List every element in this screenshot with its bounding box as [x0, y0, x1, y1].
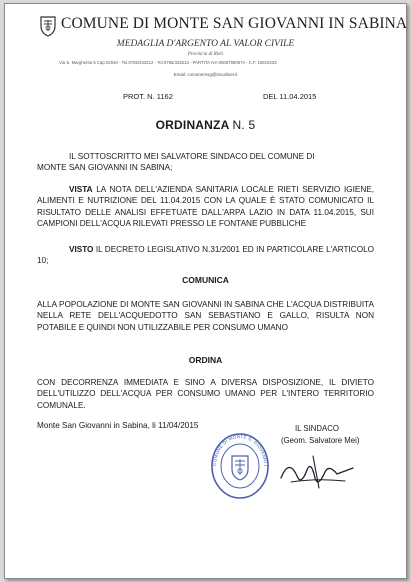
vista-keyword: VISTA: [69, 185, 93, 194]
ordinance-label: ORDINANZA: [155, 118, 229, 132]
protocol-number: PROT. N. 1162: [123, 92, 173, 101]
email-line: Email: comunemsg@tiscalinet.it: [173, 72, 238, 77]
municipal-crest-icon: [39, 15, 57, 37]
handwritten-signature: [267, 448, 359, 494]
vista-text: LA NOTA DELL'AZIENDA SANITARIA LOCALE RIETI SERVIZIO IGIENE, ALIMENTI E NUTRIZIONE DEL 11.04.2015 CON LA QUALE È STATO COMUNICATO IL RISULTATO DELLE ANALISI EFFETUATE DALL'ARPA LAZIO IN DATA 11.04.2015, SUI CAMPIONI DELL'ACQUA RILEVATI PRESSO LE FONTANE PUBBLICHE: [37, 185, 375, 228]
medal-subtitle: MEDAGLIA D'ARGENTO AL VALOR CIVILE: [116, 39, 295, 49]
signer-name: (Geom. Salvatore Mei): [281, 436, 360, 445]
visto-keyword: VISTO: [69, 245, 94, 254]
intro-line-2: MONTE SAN GIOVANNI IN SABINA;: [37, 163, 173, 172]
ordina-heading: ORDINA: [188, 355, 223, 365]
place-date: Monte San Giovanni in Sabina, li 11/04/2015: [37, 421, 199, 430]
address-line: Via S. Margherita 5 Cap.02040 - Tel.0765/333212 - Tel.0765/333213 - PARTITA IVA 00087990574 - C.F. 15810233: [59, 60, 277, 65]
ordinance-number: N. 5: [232, 118, 256, 132]
ordinance-title: [5, 118, 406, 132]
municipality-title: COMUNE DI MONTE SAN GIOVANNI IN SABINA: [61, 15, 408, 32]
comunica-text: ALLA POPOLAZIONE DI MONTE SAN GIOVANNI IN SABINA CHE L'ACQUA DISTRIBUITA NELLA RETE DELL'ACQUEDOTTO SAN SEBASTIANO E GALLO, RISULTA NON POTABILE E QUINDI NON UTILIZZABILE PER CONSUMO UMANO: [37, 300, 374, 332]
official-seal: [209, 431, 271, 501]
visto-text: IL DECRETO LEGISLATIVO N.31/2001 ED IN PARTICOLARE L'ARTICOLO 10;: [37, 245, 374, 266]
province-line: Provincia di Rieti: [187, 52, 224, 57]
comunica-heading: COMUNICA: [182, 275, 229, 285]
seal-ring-text: COMUNE DI MONTE S. GIOVANNI I: [211, 433, 269, 467]
visto-paragraph: [37, 244, 374, 267]
document-date: DEL 11.04.2015: [263, 92, 317, 101]
document-page: [4, 3, 407, 579]
ordina-text: CON DECORRENZA IMMEDIATA E SINO A DIVERSA DISPOSIZIONE, IL DIVIETO DELL'UTILIZZO DELL'ACQUA PER CONSUMO UMANO PER L'INTERO TERRITORIO COMUNALE.: [37, 378, 374, 410]
vista-paragraph: [37, 184, 374, 229]
signer-title: IL SINDACO: [295, 424, 339, 433]
intro-line-1: IL SOTTOSCRITTO MEI SALVATORE SINDACO DEL COMUNE DI: [69, 152, 315, 161]
